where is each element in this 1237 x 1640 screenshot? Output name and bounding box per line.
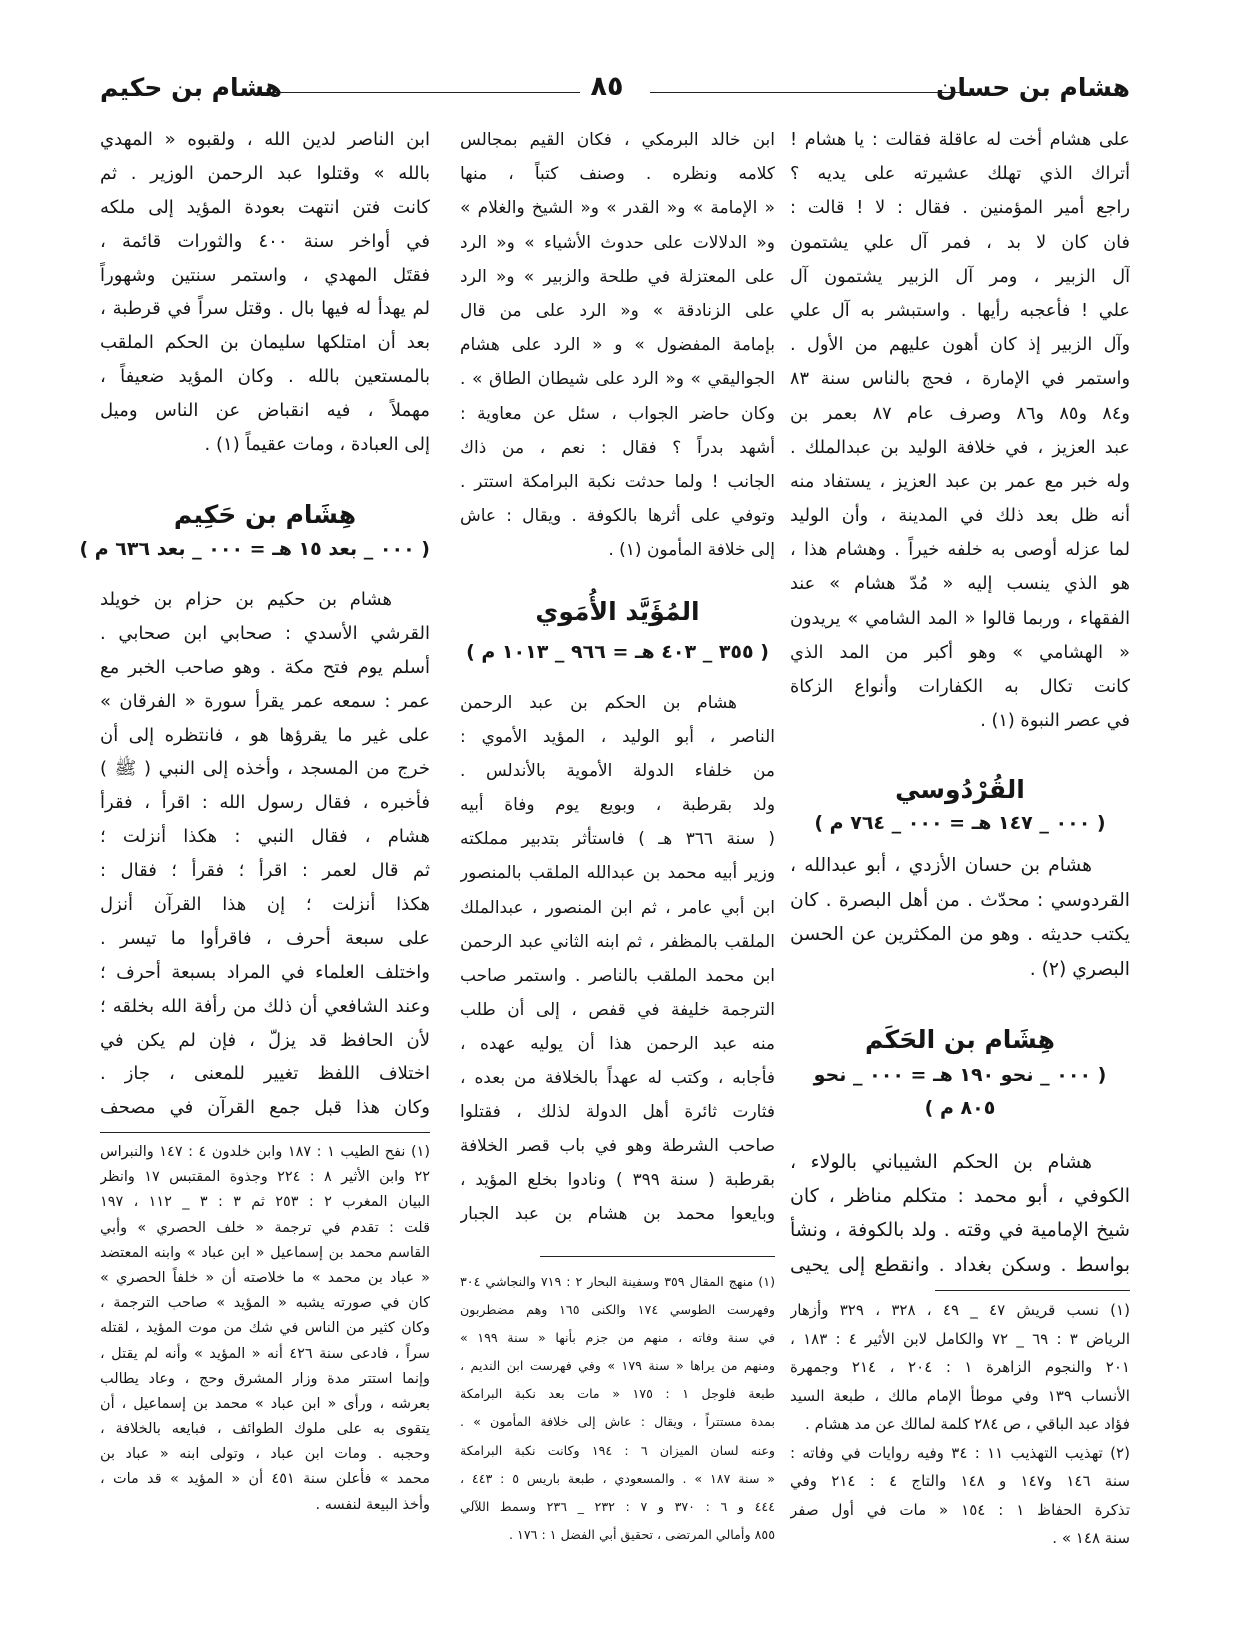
text-line: هشام ، فقال النبي : هكذا أنزلت ؛: [100, 826, 430, 848]
text-line: أسلم يوم فتح مكة . وهو صاحب الخبر مع: [100, 656, 430, 678]
entry-dates: ( ٣٥٥ _ ٤٠٣ هـ = ٩٦٦ _ ١٠١٣ م ): [466, 641, 769, 663]
entry-dates: ( ٠٠٠ _ نحو ١٩٠ هـ = ٠٠٠ _ نحو: [813, 1064, 1107, 1086]
text-line: يكتب حديثه . وهو من المكثرين عن الحسن: [790, 924, 1130, 945]
footnote-line: كان في صورته يشبه « المؤيد » صاحب الترجمة ،: [100, 1295, 430, 1312]
continued-entry-text: [790, 123, 1130, 738]
text-line: ولد بقرطبة ، وبويع يوم وفاة أبيه: [460, 794, 775, 815]
text-line: هشام بن الحكم الشيباني بالولاء ،: [790, 1151, 1092, 1173]
entry-title: المُؤَيَّد الأُمَوي: [535, 597, 700, 626]
page-number: ٨٥: [590, 71, 624, 102]
footnote-line: سراً ، فادعى سنة ٤٢٦ أنه « المؤيد » وأنه لم يقتل ،: [100, 1345, 430, 1362]
footnote-line: ٤٤٤ و ٦ : ٣٧٠ و ٧ : ٢٣٢ _ ٢٣٦ وسمط اللآلي: [460, 1498, 775, 1514]
footnote-line: (١) نسب قريش ٤٧ _ ٤٩ ، ٣٢٨ ، ٣٢٩ وأزهار: [790, 1301, 1130, 1319]
text-line: هو الذي ينسب إليه « مُدّ هشام » عند: [790, 574, 1130, 595]
text-line: الجواليقي » و« الرد على شيطان الطاق » .: [460, 369, 775, 390]
text-line: الناصر ، أبو الوليد ، المؤيد الأموي :: [460, 726, 775, 747]
text-line: إلى خلافة المأمون (١) .: [608, 540, 775, 561]
footnotes: [790, 1296, 1130, 1553]
entry-title: هِشَام بن حَكِيم: [173, 500, 357, 529]
text-line: كانت تكال به الكفارات وأنواع الزكاة: [790, 677, 1130, 697]
footnote-line: وفهرست الطوسي ١٧٤ والكنى ١٦٥ وهم مضطربون: [460, 1302, 775, 1318]
text-line: هشام بن حكيم بن حزام بن خويلد: [100, 589, 392, 610]
text-line: لما عزله أوصى به خلفه خيراً . وهشام هذا ،: [790, 540, 1130, 561]
entry-text: [460, 685, 775, 1231]
text-line: راجع أمير المؤمنين . فقال : لا ! قالت :: [790, 198, 1130, 219]
text-line: ابن خالد البرمكي ، فكان القيم بمجالس: [460, 130, 775, 150]
text-line: من خلفاء الدولة الأموية بالأندلس .: [460, 760, 775, 781]
text-line: فثارت ثائرة أهل الدولة لذلك ، فقتلوا: [460, 1101, 775, 1122]
text-line: ابن الناصر لدين الله ، ولقبوه « المهدي: [100, 129, 430, 150]
text-line: صاحب الشرطة وهو في باب قصر الخلافة: [460, 1135, 775, 1156]
footnote-line: محمد » فأعلن سنة ٤٥١ أن « المؤيد » قد مات ،: [100, 1471, 430, 1488]
text-line: شيخ الإمامية في وقته . ولد بالكوفة ، ونشأ: [790, 1219, 1130, 1242]
entry-dates-continued: ٨٠٥ م ): [924, 1097, 996, 1119]
text-line: البصري (٢) .: [1029, 958, 1130, 980]
text-line: إلى العبادة ، ومات عقيماً (١) .: [204, 434, 430, 456]
text-line: هشام بن الحكم بن عبد الرحمن: [460, 692, 737, 712]
text-line: وعند الشافعي أن ذلك من رأفة الله بخلقه ؛: [100, 995, 430, 1017]
footnote-line: وكان كثير من الناس في شك من موت المؤيد ، لقتله: [100, 1320, 430, 1337]
text-line: في عصر النبوة (١) .: [980, 711, 1130, 732]
footnote-line: ٨٥٥ وأمالي المرتضى ، تحقيق أبي الفضل ١ : ١٧٦ .: [508, 1526, 775, 1542]
text-line: وزير أبيه محمد بن عبدالله الملقب بالمنصور: [460, 862, 775, 883]
column-right: [790, 0, 1130, 1640]
footnote-line: يتقوى به على ملوك الطوائف ، فبايعه بالخلافة ،: [100, 1421, 430, 1438]
text-line: و« الدلالات على حدوث الأشياء » و« الرد: [460, 232, 775, 253]
continued-entry-text: [460, 123, 775, 567]
text-line: مهملاً ، فيه انقباض عن الناس وميل: [100, 400, 430, 422]
text-line: « الإمامة » و« القدر » و« الشيخ والغلام »: [460, 198, 775, 219]
text-line: هكذا أنزلت ؛ إن هذا القرآن أنزل: [100, 894, 430, 916]
text-line: فان كان لا بد ، فمر آل علي يشتمون: [790, 232, 1130, 253]
footnotes: [460, 1268, 775, 1549]
text-line: الكوفي ، أبو محمد : متكلم مناظر ، كان: [790, 1185, 1130, 1208]
text-line: بواسط . وسكن بغداد . وانقطع إلى يحيى: [790, 1253, 1130, 1276]
footnote-rule: [935, 1290, 1130, 1291]
entry-dates: ( ٠٠٠ _ ١٤٧ هـ = ٠٠٠ _ ٧٦٤ م ): [814, 812, 1106, 834]
text-line: بالله » وقتلوا عبد الرحمن الوزير . ثم: [100, 162, 430, 184]
text-line: علي ! فأعجبه رأيها . واستبشر به آل علي: [790, 300, 1130, 321]
entry-title: هِشَام بن الحَكَم: [865, 1025, 1055, 1054]
footnote-line: « عباد بن محمد » ما خلاصته أن « خلفاً الحصري »: [100, 1269, 430, 1286]
footnote-line: الأنساب ١٣٩ وفي موطأ الإمام مالك ، طبعة السيد: [790, 1386, 1130, 1405]
footnote-line: ومنهم من يراها « سنة ١٧٩ » وفي فهرست ابن النديم ،: [460, 1358, 775, 1374]
text-line: منه عبد الرحمن هذا أن يوليه عهده ،: [460, 1032, 775, 1053]
text-line: بالمستعين بالله . وكان المؤيد ضعيفاً ،: [100, 366, 430, 388]
text-line: وبايعوا محمد بن هشام بن عبد الجبار: [460, 1203, 775, 1224]
entry-title: القُرْدُوسي: [895, 775, 1025, 804]
footnote-line: « سنة ١٨٧ » . والمسعودي ، طبعة باريس ٥ : ٤٤٣ ،: [460, 1470, 775, 1486]
entry-text: [790, 1145, 1130, 1282]
text-line: وكان هذا قبل جمع القرآن في مصحف: [100, 1097, 430, 1119]
text-line: خرج من المسجد ، وأخذه إلى النبي ( ﷺ ): [100, 758, 430, 780]
footnote-rule: [540, 1256, 775, 1257]
text-line: الترجمة خليفة في قفص ، إلى أن طلب: [460, 998, 775, 1019]
text-line: « الهشامي » وهو أكبر من المد الذي: [790, 642, 1130, 663]
running-title-left: هشام بن حكيم: [100, 73, 283, 102]
text-line: آل الزبير ، ومر آل الزبير يشتمون آل: [790, 266, 1130, 287]
text-line: على سبعة أحرف ، فاقرأوا ما تيسر .: [100, 927, 430, 949]
text-line: على غير ما يقرؤها هو ، فانتظره إلى أن: [100, 724, 430, 746]
text-line: فأجابه ، وكتب له عهداً بالخلافة من بعده ،: [460, 1067, 775, 1088]
text-line: ابن أبي عامر ، ثم ابن المنصور ، عبدالملك: [460, 896, 775, 917]
text-line: واستمر في الإمارة ، فحج بالناس سنة ٨٣: [790, 369, 1130, 390]
text-line: لأن الحافظ قد يزلّ ، فإن لم يكن في: [100, 1029, 430, 1051]
text-line: اختلاف اللفظ تغيير للمعنى ، جاز .: [100, 1063, 430, 1085]
footnote-line: ٢٠١ والنجوم الزاهرة ١ : ٢٠٤ ، ٢١٤ وجمهرة: [790, 1358, 1130, 1376]
text-line: لم يهدأ له فيها بال . وقتل سراً في قرطبة ،: [100, 298, 430, 320]
text-line: في أواخر سنة ٤٠٠ والثورات قائمة ،: [100, 230, 430, 252]
text-line: بعد أن امتلكها سليمان بن الحكم الملقب: [100, 332, 430, 354]
text-line: كلامه ونظره . وصنف كتباً ، منها: [460, 164, 775, 185]
text-line: بإمامة المفضول » و « الرد على هشام: [460, 335, 775, 356]
text-line: الملقب بالمظفر ، ثم ابنه الثاني عبد الرحمن: [460, 930, 775, 951]
footnote-rule: [100, 1132, 430, 1133]
footnote-line: (٢) تهذيب التهذيب ١١ : ٣٤ وفيه روايات في وفاته :: [790, 1443, 1130, 1462]
text-line: وله خبر مع عمر بن عبد العزيز ، يستفاد منه: [790, 471, 1130, 492]
footnote-line: (١) منهج المقال ٣٥٩ وسفينة البحار ٢ : ٧١٩ والنجاشي ٣٠٤: [460, 1274, 775, 1289]
footnote-line: وإنما استتر مدة وزار المشرق وحج ، وعاد يطالب: [100, 1370, 430, 1387]
footnote-line: الرياض ٣ : ٦٩ _ ٧٢ والكامل لابن الأثير ٤ : ١٨٣ ،: [790, 1329, 1130, 1348]
text-line: الجانب ! ولما حدثت نكبة البرامكة استتر .: [460, 471, 775, 492]
footnote-line: تذكرة الحفاظ ١ : ١٥٤ « مات في أول صفر: [790, 1500, 1130, 1519]
entry-text: [790, 849, 1130, 987]
running-title-right: هشام بن حسان: [936, 73, 1130, 102]
footnote-line: قلت : تقدم في ترجمة « خلف الحصري » وأبي: [100, 1219, 430, 1236]
footnote-line: القاسم محمد بن إسماعيل « ابن عباد » وابنه المعتضد: [100, 1244, 430, 1261]
text-line: ( سنة ٣٦٦ هـ ) فاستأثر بتدبير مملكته: [460, 828, 775, 849]
footnote-line: ٢٢ وابن الأثير ٨ : ٢٢٤ وجذوة المقتبس ١٧ وانظر: [100, 1169, 430, 1186]
text-line: على هشام أخت له عاقلة فقالت : يا هشام !: [790, 130, 1130, 150]
text-line: القرشي الأسدي : صحابي ابن صحابي .: [100, 622, 430, 644]
footnote-line: وعنه لسان الميزان ٦ : ١٩٤ وكانت نكبة البرامكة: [460, 1442, 775, 1458]
text-line: أنه ظل بعد ذلك في المدينة ، وأن الوليد: [790, 506, 1130, 527]
footnote-line: بمدة مستتراً ، ويقال : عاش إلى خلافة المأمون » .: [460, 1414, 775, 1430]
text-line: وآل الزبير إذ كان أهون عليهم من الأول .: [790, 335, 1130, 356]
column-middle: [460, 0, 775, 1640]
footnote-line: سنة ١٤٦ و١٤٧ و ١٤٨ والتاج ٤ : ٢١٤ وفي: [790, 1472, 1130, 1490]
footnotes: [100, 1140, 430, 1518]
text-line: فقتَل المهدي ، واستمر سنتين وشهوراً: [100, 264, 430, 286]
text-line: عمر : سمعه عمر يقرأ سورة « الفرقان »: [100, 690, 430, 712]
text-line: فأخبره ، فقال رسول الله : اقرأ ، فقرأ: [100, 792, 430, 814]
footnote-line: سنة ١٤٨ » .: [1052, 1529, 1130, 1547]
text-line: وتوفي على أثرها بالكوفة . ويقال : عاش: [460, 506, 775, 527]
text-line: الفقهاء ، وربما قالوا « المد الشامي » يريدون: [790, 608, 1130, 629]
continued-entry-text: [100, 123, 430, 462]
text-line: أشهد بدراً ؟ فقال : نعم ، من ذاك: [460, 437, 775, 458]
text-line: أتراك الذي تهلك عشيرته على يديه ؟: [790, 164, 1130, 185]
text-line: على المعتزلة في طلحة والزبير » و« الرد: [460, 266, 775, 287]
footnote-line: وحجبه . ومات ابن عباد ، وتولى ابنه « عباد بن: [100, 1446, 430, 1463]
entry-dates: ( ٠٠٠ _ بعد ١٥ هـ = ٠٠٠ _ بعد ٦٣٦ م ): [79, 538, 430, 560]
text-line: القردوسي : محدّث . من أهل البصرة . كان: [790, 889, 1130, 911]
text-line: وكان حاضر الجواب ، سئل عن معاوية :: [460, 403, 775, 424]
text-line: و٨٤ و٨٥ و٨٦ وصرف عام ٨٧ بعمر بن: [790, 403, 1130, 424]
text-line: عبد العزيز ، في خلافة الوليد بن عبدالملك .: [790, 437, 1130, 458]
text-line: ابن محمد الملقب بالناصر . واستمر صاحب: [460, 964, 775, 985]
text-line: واختلف العلماء في المراد بسبعة أحرف ؛: [100, 961, 430, 983]
footnote-line: البيان المغرب ٢ : ٢٥٣ ثم ٣ : ٣ _ ١١٢ ، ١٩٧: [100, 1194, 430, 1211]
footnote-line: (١) نفح الطيب ١ : ١٨٧ وابن خلدون ٤ : ١٤٧ والنبراس: [100, 1144, 430, 1160]
text-line: كانت فتن انتهت بعودة المؤيد إلى ملكه: [100, 196, 430, 218]
text-line: ثم قال لعمر : اقرأ ؛ فقرأ ؛ فقال :: [100, 860, 430, 882]
footnote-line: طبعة فلوجل ١ : ١٧٥ « مات بعد نكبة البرامكة: [460, 1386, 775, 1402]
text-line: على الزنادقة » و« الرد على من قال: [460, 300, 775, 321]
footnote-line: بعرشه ، ورأى « ابن عباد » محمد بن إسماعيل ، أن: [100, 1395, 430, 1412]
footnote-line: وأخذ البيعة لنفسه .: [315, 1496, 430, 1513]
footnote-line: فؤاد عبد الباقي ، ص ٢٨٤ كلمة لمالك عن مد هشام .: [805, 1415, 1130, 1433]
column-left: [79, 0, 430, 1640]
entry-text: [100, 583, 430, 1125]
footnote-line: في سنة وفاته ، منهم من جزم بأنها « سنة ١٩٩ »: [460, 1330, 775, 1346]
text-line: هشام بن حسان الأزدي ، أبو عبدالله ،: [790, 855, 1092, 876]
text-line: بقرطبة ( سنة ٣٩٩ ) ونادوا بخلع المؤيد ،: [460, 1169, 775, 1190]
